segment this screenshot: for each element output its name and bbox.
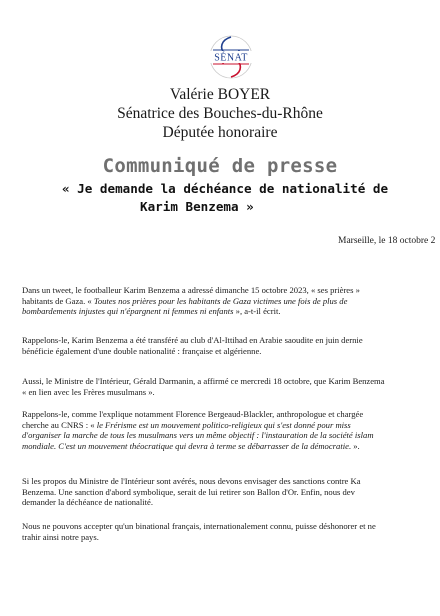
press-release-title: Communiqué de presse: [102, 155, 338, 177]
quote-span: mondiale. C'est un mouvement théocratique qui devra à terme se débarrasser de la démocratie: [22, 440, 349, 451]
text-line: Aussi, le Ministre de l'Intérieur, Gérald Darmanin, a affirmé ce mercredi 18 octobre, que Karim Benzema: [22, 376, 385, 386]
text-line: demander la déchéance de nationalité.: [22, 497, 153, 508]
text-line: Rappelons-le, comme l'explique notamment Florence Bergeaud-Blackler, anthropologue et chargée: [22, 409, 364, 419]
text-line: Nous ne pouvons accepter qu'un binational français, internationalement connu, puisse déshonorer et ne: [22, 521, 376, 531]
paragraph-3: [22, 376, 440, 397]
quote-span: Toutes nos prières pour les habitants de Gaza victimes une fois de plus de: [93, 295, 348, 306]
text-line: Rappelons-le, Karim Benzema a été transféré au club d'Al-Ittihad en Arabie saoudite en juin dernie: [22, 335, 363, 345]
text-line: trahir ainsi notre pays.: [22, 531, 99, 542]
quote-span: le Frérisme est un mouvement politico-religieux qui s'est donné pour miss: [96, 419, 351, 430]
senate-logo: [205, 34, 257, 84]
paragraph-4: [22, 409, 440, 451]
paragraph-6: [22, 521, 440, 542]
quote-span: bombardements injustes qui n'épargnent ni femmes ni enfants: [22, 306, 234, 317]
text-line: bénéficie également d'une double nationalité : française et algérienne.: [22, 345, 262, 356]
honorary-role: Députée honoraire: [162, 124, 278, 141]
headline-quote: [62, 180, 440, 215]
headline-line-2: Karim Benzema »: [140, 198, 254, 214]
text-line: [22, 296, 440, 307]
text-line: [22, 441, 440, 452]
text-span: », a-t-il écrit.: [233, 306, 281, 317]
text-span: . ».: [348, 440, 360, 451]
text-span: cherche au CNRS : «: [22, 419, 97, 430]
text-line: « en lien avec les Frères musulmans ».: [22, 386, 155, 397]
text-line: [22, 420, 440, 431]
paragraph-2: [22, 335, 440, 356]
text-line: [22, 306, 440, 317]
senator-name: Valérie BOYER: [169, 86, 271, 103]
senator-role: Sénatrice des Bouches-du-Rhône: [117, 105, 323, 122]
text-line: Si les propos du Ministre de l'Intérieur sont avérés, nous devons envisager des sanctions contre Ka: [22, 476, 361, 486]
text-line: Dans un tweet, le footballeur Karim Benzema a adressé dimanche 15 octobre 2023, « ses prières »: [22, 285, 360, 295]
senate-logo-text: SÉNAT: [214, 52, 248, 64]
text-line: Benzema. Une sanction d'abord symbolique, serait de lui retirer son Ballon d'Or. Enfin, nous dev: [22, 486, 355, 497]
date-line: Marseille, le 18 octobre 2: [338, 236, 436, 246]
text-span: habitants de Gaza. «: [22, 295, 94, 306]
paragraph-1: [22, 285, 440, 317]
paragraph-5: [22, 476, 440, 508]
text-line: d'organiser la marche de tous les musulmans vers un même objectif : l'instauration de la société islam: [22, 430, 374, 441]
headline-line-1: « Je demande la déchéance de nationalité de: [62, 181, 389, 196]
